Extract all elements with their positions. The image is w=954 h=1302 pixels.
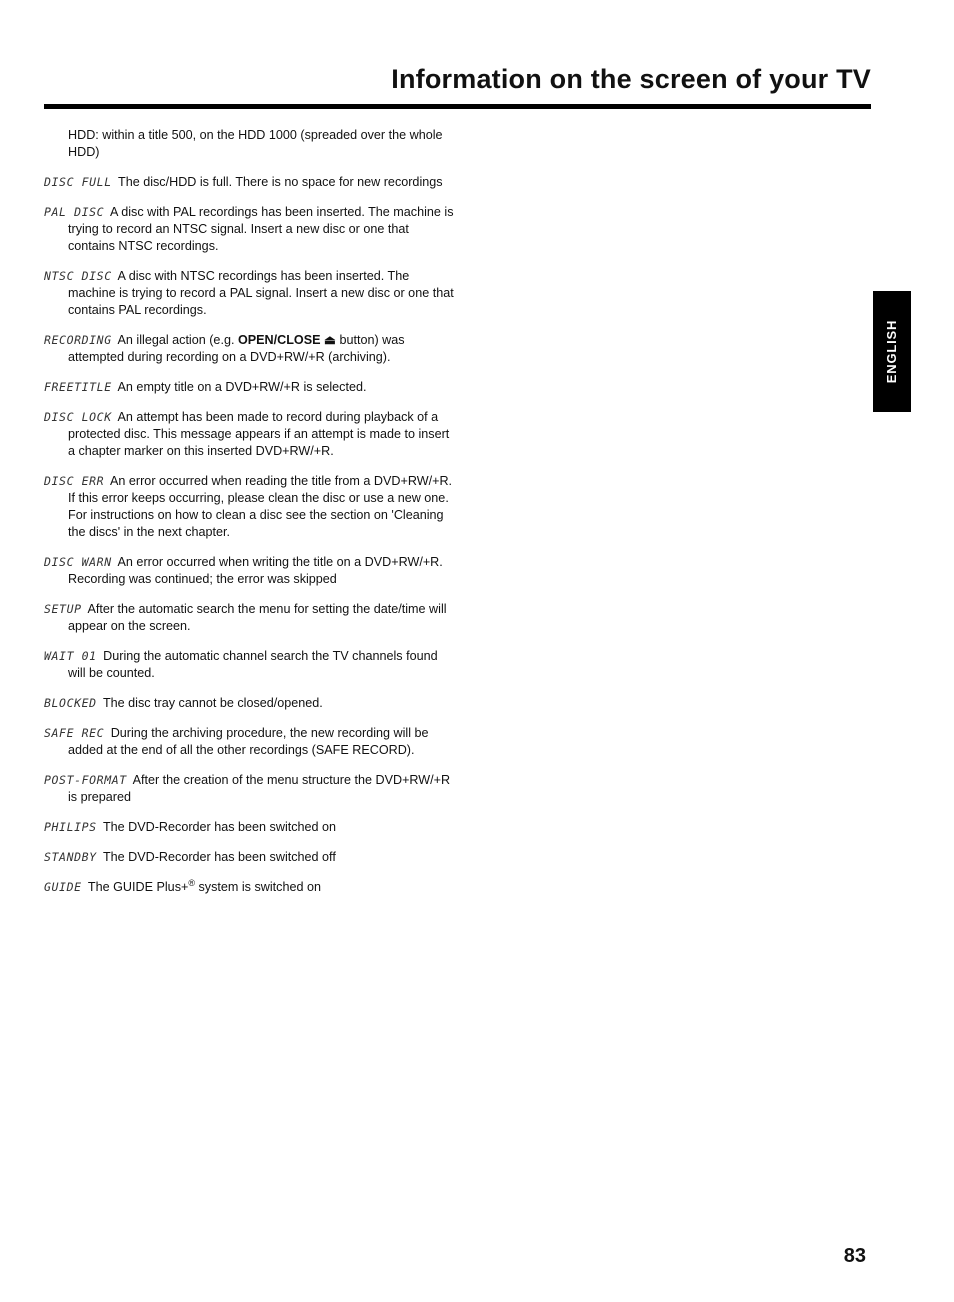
registered-mark: ® — [188, 877, 195, 888]
message-entry-disc-full — [44, 174, 454, 191]
message-entry-freetitle — [44, 379, 454, 396]
message-description: During the automatic channel search the TV channels found will be counted. — [68, 649, 438, 680]
message-entry-disc-lock — [44, 409, 454, 460]
language-tab — [873, 291, 911, 412]
message-description: An illegal action (e.g. — [117, 333, 235, 347]
message-code: SAFE REC — [44, 726, 105, 740]
message-code: STANDBY — [44, 850, 97, 864]
message-entry-recording — [44, 332, 454, 366]
message-entry-post-format — [44, 772, 454, 806]
message-code: WAIT 01 — [44, 649, 97, 663]
message-entry-blocked — [44, 695, 454, 712]
message-entry-pal-disc — [44, 204, 454, 255]
message-description: An attempt has been made to record during playback of a protected disc. This message appears if an attempt is made to insert a chapter marker on this inserted DVD+RW/+R. — [68, 410, 450, 458]
message-description: A disc with NTSC recordings has been inserted. The machine is trying to record a PAL signal. Insert a new disc or one that contains PAL recordings. — [68, 269, 454, 317]
open-close-button-label: OPEN/CLOSE ⏏ — [237, 333, 336, 347]
message-entry-standby — [44, 849, 454, 866]
message-entry-ntsc-disc — [44, 268, 454, 319]
message-code: NTSC DISC — [44, 269, 112, 283]
message-description: An error occurred when reading the title from a DVD+RW/+R. If this error keeps occurring, please clean the disc or use a new one. For instructions on how to clean a disc see the section on 'Cleaning the discs' in the next chapter. — [68, 474, 453, 539]
message-description: The DVD-Recorder has been switched on — [102, 820, 337, 834]
message-description: After the automatic search the menu for setting the date/time will appear on the screen. — [68, 602, 447, 633]
message-description-continued: system is switched on — [198, 880, 321, 894]
message-code: RECORDING — [44, 333, 112, 347]
message-entry-guide — [44, 879, 454, 896]
message-description: An empty title on a DVD+RW/+R is selected. — [117, 380, 367, 394]
page-number: 83 — [843, 1245, 866, 1267]
message-code: FREETITLE — [44, 380, 112, 394]
message-code: PHILIPS — [44, 820, 97, 834]
message-entry-philips — [44, 819, 454, 836]
message-entry-wait-01 — [44, 648, 454, 682]
message-description: The disc/HDD is full. There is no space for new recordings — [118, 175, 443, 189]
message-code: GUIDE — [44, 880, 82, 894]
message-description: During the archiving procedure, the new recording will be added at the end of all the other recordings (SAFE RECORD). — [68, 726, 429, 757]
message-entry-disc-warn — [44, 554, 454, 588]
page-title: Information on the screen of your TV — [391, 64, 871, 94]
language-tab-label: ENGLISH — [884, 319, 900, 384]
message-entry-setup — [44, 601, 454, 635]
title-divider — [44, 104, 871, 109]
message-code: DISC ERR — [44, 474, 105, 488]
message-code: DISC FULL — [44, 175, 112, 189]
message-description: The disc tray cannot be closed/opened. — [102, 696, 323, 710]
message-description: The DVD-Recorder has been switched off — [102, 850, 336, 864]
message-description: An error occurred when writing the title on a DVD+RW/+R. Recording was continued; the error was skipped — [68, 555, 443, 586]
message-entry-disc-err — [44, 473, 454, 541]
message-code: DISC LOCK — [44, 410, 112, 424]
message-description: The GUIDE Plus+ — [87, 880, 189, 894]
message-code: PAL DISC — [44, 205, 105, 219]
message-code: SETUP — [44, 602, 82, 616]
message-code: DISC WARN — [44, 555, 112, 569]
message-description: A disc with PAL recordings has been inserted. The machine is trying to record an NTSC signal. Insert a new disc or one that contains NTSC recordings. — [68, 205, 454, 253]
message-description: After the creation of the menu structure the DVD+RW/+R is prepared — [68, 773, 451, 804]
message-description-continued: button) was attempted during recording on a DVD+RW/+R (archiving). — [68, 333, 405, 364]
message-code: POST-FORMAT — [44, 773, 127, 787]
message-list — [44, 127, 454, 909]
message-code: BLOCKED — [44, 696, 97, 710]
intro-paragraph: HDD: within a title 500, on the HDD 1000 (spreaded over the whole HDD) — [68, 128, 443, 159]
message-entry-safe-rec — [44, 725, 454, 759]
